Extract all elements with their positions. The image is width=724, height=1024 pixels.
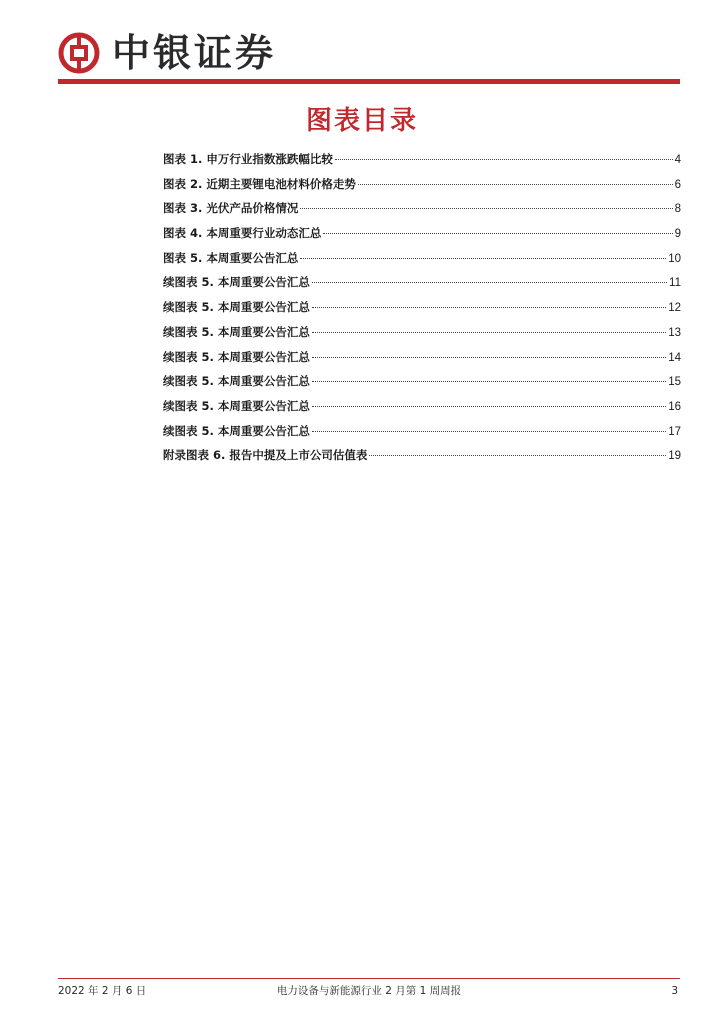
toc-entry[interactable] — [163, 323, 681, 348]
toc-entry[interactable] — [163, 150, 681, 175]
toc-dot-leader — [312, 406, 666, 407]
toc-entry-label[interactable]: 图表 2. 近期主要锂电池材料价格走势 — [163, 176, 356, 191]
toc-entry[interactable] — [163, 298, 681, 323]
toc-entry-page[interactable]: 15 — [668, 376, 681, 389]
toc-dot-leader — [300, 208, 672, 209]
toc-entry-label[interactable]: 续图表 5. 本周重要公告汇总 — [163, 275, 310, 290]
toc-entry-page[interactable]: 6 — [674, 178, 681, 191]
toc-entry[interactable] — [163, 446, 681, 471]
footer-report-title: 电力设备与新能源行业 2 月第 1 周周报 — [276, 985, 462, 997]
toc-entry-page[interactable]: 19 — [668, 450, 681, 463]
page-footer — [58, 982, 680, 1000]
toc-entry-label[interactable]: 续图表 5. 本周重要公告汇总 — [163, 423, 310, 438]
toc-entry[interactable] — [163, 199, 681, 224]
brand-name: 中银证券 — [112, 30, 277, 75]
toc-dot-leader — [369, 455, 666, 456]
toc-entry-page[interactable]: 12 — [668, 302, 681, 315]
toc-dot-leader — [312, 357, 666, 358]
toc-entry[interactable] — [163, 224, 681, 249]
toc-entry[interactable] — [163, 422, 681, 447]
toc-dot-leader — [312, 381, 666, 382]
toc-entry-page[interactable]: 9 — [674, 228, 681, 241]
toc-dot-leader — [300, 258, 666, 259]
toc-entry-label[interactable]: 续图表 5. 本周重要公告汇总 — [163, 324, 310, 339]
toc-entry[interactable] — [163, 175, 681, 200]
toc-entry-page[interactable]: 4 — [674, 154, 681, 166]
toc-entry-label[interactable]: 图表 5. 本周重要公告汇总 — [163, 250, 299, 265]
footer-divider — [58, 978, 680, 979]
toc-dot-leader — [312, 282, 667, 283]
toc-entry-label[interactable]: 续图表 5. 本周重要公告汇总 — [163, 300, 310, 315]
toc-entry-page[interactable]: 16 — [668, 400, 681, 413]
toc-dot-leader — [335, 159, 673, 160]
toc-dot-leader — [312, 332, 666, 333]
toc-dot-leader — [358, 184, 673, 185]
table-of-figures — [163, 150, 681, 471]
header-divider — [58, 79, 680, 84]
toc-entry-label[interactable]: 续图表 5. 本周重要公告汇总 — [163, 349, 310, 364]
bank-of-china-logo-icon — [58, 32, 100, 74]
toc-entry-label[interactable]: 图表 4. 本周重要行业动态汇总 — [163, 226, 322, 241]
toc-entry-label[interactable]: 续图表 5. 本周重要公告汇总 — [163, 398, 310, 413]
toc-entry-label[interactable]: 图表 1. 申万行业指数涨跌幅比较 — [163, 152, 333, 166]
toc-entry-page[interactable]: 10 — [668, 252, 681, 265]
toc-entry[interactable] — [163, 273, 681, 298]
toc-entry-page[interactable]: 13 — [668, 326, 681, 339]
toc-entry-page[interactable]: 11 — [669, 277, 681, 290]
toc-dot-leader — [312, 307, 666, 308]
toc-entry-label[interactable]: 图表 3. 光伏产品价格情况 — [163, 201, 299, 216]
toc-entry-page[interactable]: 14 — [668, 351, 681, 364]
toc-dot-leader — [323, 233, 672, 234]
toc-entry[interactable] — [163, 249, 681, 274]
toc-entry-label[interactable]: 附录图表 6. 报告中提及上市公司估值表 — [163, 448, 368, 463]
toc-entry[interactable] — [163, 348, 681, 373]
toc-entry-label[interactable]: 续图表 5. 本周重要公告汇总 — [163, 374, 310, 389]
footer-page-number: 3 — [671, 985, 678, 997]
toc-entry-page[interactable]: 8 — [674, 203, 681, 216]
toc-entry[interactable] — [163, 372, 681, 397]
toc-dot-leader — [312, 431, 666, 432]
page-header — [58, 28, 680, 80]
toc-entry-page[interactable]: 17 — [668, 425, 681, 438]
footer-date: 2022 年 2 月 6 日 — [58, 985, 147, 997]
toc-entry[interactable] — [163, 397, 681, 422]
page-title: 图表目录 — [305, 106, 418, 136]
